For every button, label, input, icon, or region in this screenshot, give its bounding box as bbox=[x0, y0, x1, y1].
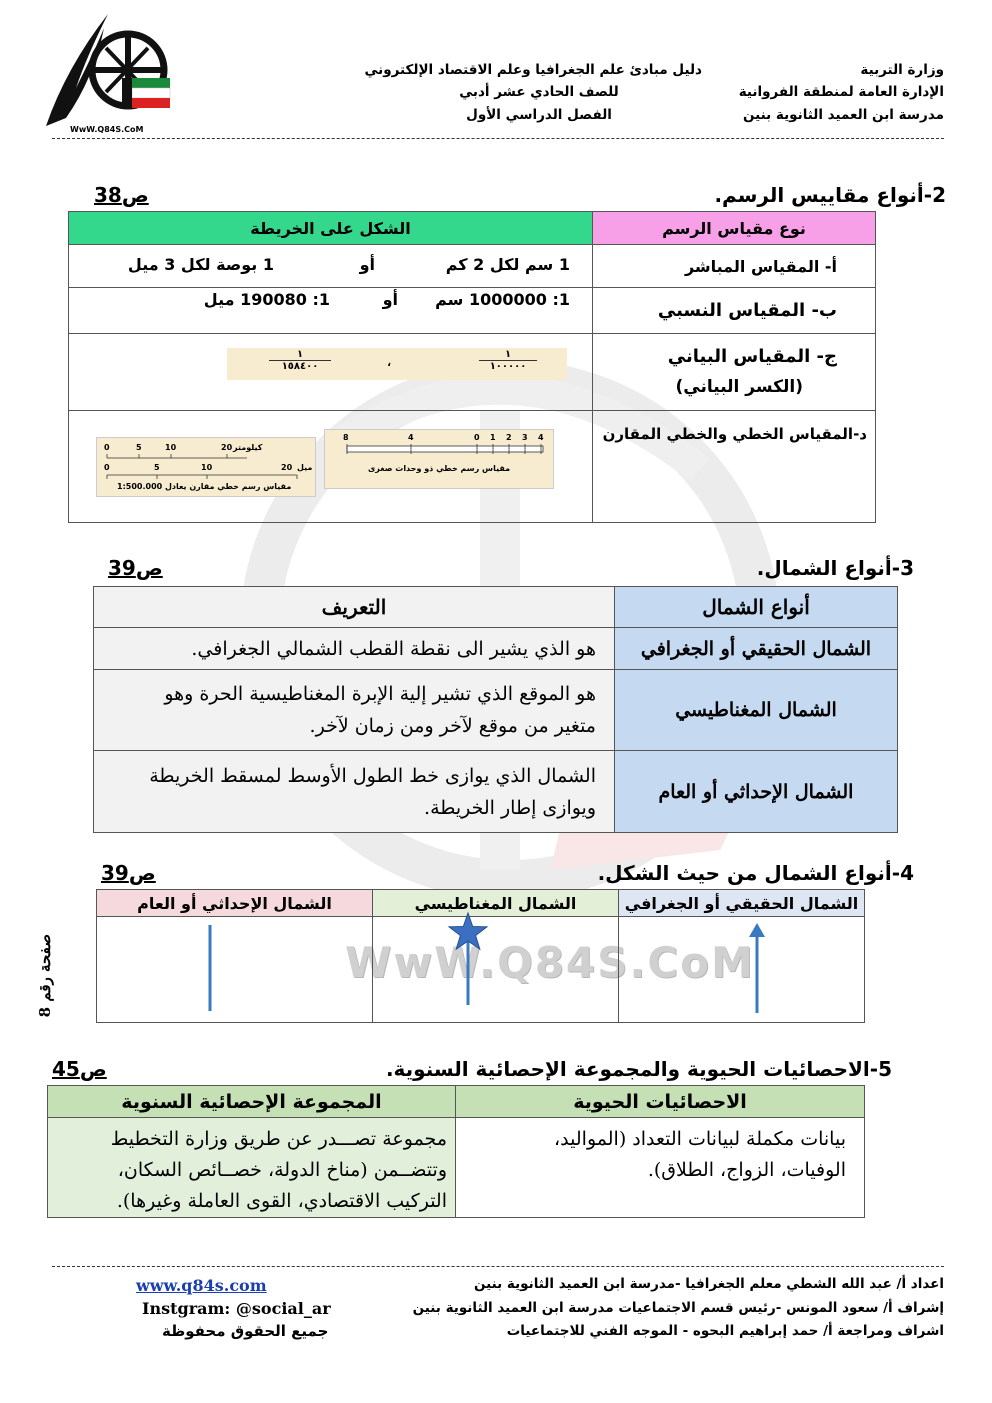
logo-caption: WwW.Q84S.CoM bbox=[70, 125, 144, 134]
scale-type-ratio-label: ب- المقياس النسبي bbox=[657, 300, 837, 321]
footer-rights: جميع الحقوق محفوظة bbox=[162, 1322, 329, 1340]
page-number: صفحة رقم 8 bbox=[36, 934, 54, 1018]
north-def-grid bbox=[94, 751, 615, 833]
scale-type-ratio bbox=[593, 288, 876, 334]
north-def-magnetic bbox=[94, 670, 615, 751]
direct-imperial: 1 بوصة لكل 3 ميل bbox=[127, 255, 274, 274]
ratio-metric: 1: 1000000 سم bbox=[435, 290, 570, 309]
north-types-table bbox=[93, 586, 898, 833]
scale-type-linear bbox=[593, 411, 876, 523]
scale-type-fraction bbox=[593, 334, 876, 411]
north-def-true bbox=[94, 628, 615, 670]
scale-shape-ratio bbox=[69, 288, 593, 334]
scale-type-direct bbox=[593, 245, 876, 288]
col-north-def-label: التعريف bbox=[321, 595, 387, 619]
linear-scale-caption: مقياس رسم خطي ذو وحدات صغرى bbox=[367, 464, 511, 473]
header-ministry: وزارة التربية bbox=[860, 62, 944, 78]
mile-tick: 20 bbox=[281, 463, 293, 472]
annual-line-3: التركيب الاقتصادي، القوى العاملة وغيرها). bbox=[116, 1190, 447, 1212]
comparative-scale-box bbox=[96, 437, 316, 497]
north-def-magnetic-line2: متغير من موقع لآخر ومن زمان لآخر. bbox=[309, 715, 596, 737]
col-north-type bbox=[615, 587, 898, 628]
north-type-true-label: الشمال الحقيقي أو الجغرافي bbox=[640, 637, 872, 660]
magnetic-north-cell bbox=[373, 917, 619, 1023]
section4-title: 4-أنواع الشمال من حيث الشكل. bbox=[597, 861, 914, 885]
linear-scale-box bbox=[324, 429, 554, 489]
scale-shape-fraction bbox=[69, 334, 593, 411]
km-tick: 10 bbox=[165, 443, 177, 452]
direct-or: أو bbox=[359, 255, 375, 274]
km-tick: 20 bbox=[221, 443, 233, 452]
ratio-imperial: 1: 190080 ميل bbox=[203, 290, 330, 309]
scale-type-linear-label: د-المقياس الخطي والخطي المقارن bbox=[602, 425, 867, 443]
scale-type-direct-label: أ- المقياس المباشر bbox=[684, 256, 837, 276]
fraction-separator: ، bbox=[387, 358, 391, 369]
north-def-grid-line2: ويوازى إطار الخريطة. bbox=[424, 796, 596, 819]
grid-north-cell bbox=[97, 917, 373, 1023]
scale-shape-direct bbox=[69, 245, 593, 288]
footer-supervised-by: إشراف أ/ سعود المونس -رئيس قسم الاجتماعيات مدرسة ابن العميد الثانوية بنين bbox=[412, 1300, 944, 1316]
footer-divider bbox=[52, 1266, 944, 1267]
col-scale-shape bbox=[69, 212, 593, 245]
header-school: مدرسة ابن العميد الثانوية بنين bbox=[742, 107, 944, 123]
col-north-type-label: أنواع الشمال bbox=[702, 595, 810, 619]
mile-label: ميل bbox=[297, 463, 313, 472]
header-district: الإدارة العامة لمنطقة الفروانية bbox=[738, 84, 944, 100]
scale-type-fraction-sub: (الكسر البياني) bbox=[675, 377, 803, 397]
annual-line-2: وتتضــمن (مناخ الدولة، خصــائص السكان، bbox=[117, 1159, 447, 1181]
north-type-grid-label: الشمال الإحداثي أو العام bbox=[658, 780, 854, 803]
fraction-1 bbox=[479, 349, 537, 372]
header-semester: الفصل الدراسي الأول bbox=[466, 107, 612, 123]
header-guide-title: دليل مبادئ علم الجغرافيا وعلم الاقتصاد الإلكتروني bbox=[364, 62, 702, 78]
mile-tick: 10 bbox=[201, 463, 213, 472]
scale-shape-linear bbox=[69, 411, 593, 523]
col-magnetic-north bbox=[373, 890, 619, 917]
north-def-magnetic-line1: هو الموقع الذي تشير إلية الإبرة المغناطيسية الحرة وهو bbox=[164, 683, 596, 705]
north-type-true bbox=[615, 628, 898, 670]
vital-line-1: بيانات مكملة لبيانات التعداد (المواليد، bbox=[554, 1128, 846, 1150]
col-scale-type-label: نوع مقياس الرسم bbox=[662, 218, 806, 238]
footer-prepared-by: اعداد أ/ عبد الله الشطي معلم الجغرافيا -مدرسة ابن العميد الثانوية بنين bbox=[473, 1276, 944, 1292]
col-true-north-label: الشمال الحقيقي أو الجغرافي bbox=[624, 893, 859, 913]
magnetic-north-star-icon bbox=[446, 911, 490, 1007]
fraction-box bbox=[227, 348, 567, 380]
ratio-or: أو bbox=[382, 290, 398, 309]
true-north-cell bbox=[619, 917, 865, 1023]
section2-page-ref: ص38 bbox=[94, 183, 149, 207]
fraction-1-den: ١٠٠٠٠٠ bbox=[489, 361, 527, 372]
footer-reviewed-by: اشراف ومراجعة أ/ حمد إبراهيم البحوه - الموجه الفني للاجتماعيات bbox=[506, 1323, 944, 1339]
comparative-scale-caption: مقياس رسم خطي مقارن يعادل 1:500.000 bbox=[117, 482, 292, 491]
km-tick: 0 bbox=[104, 443, 110, 452]
annual-stats-text bbox=[48, 1118, 456, 1218]
col-grid-north-label: الشمال الإحداثي أو العام bbox=[137, 893, 332, 913]
vital-line-2: الوفيات، الزواج، الطلاق). bbox=[647, 1159, 846, 1181]
col-vital-stats bbox=[456, 1086, 865, 1118]
fraction-2-num: ١ bbox=[269, 349, 331, 361]
km-label: كيلومتر bbox=[233, 443, 263, 452]
linear-tick: 8 bbox=[343, 433, 349, 442]
col-grid-north bbox=[97, 890, 373, 917]
annual-line-1: مجموعة تصـــدر عن طريق وزارة التخطيط bbox=[110, 1128, 447, 1150]
section5-page-ref: ص45 bbox=[52, 1057, 107, 1081]
fraction-2 bbox=[269, 349, 331, 372]
watermark-text: WwW.Q84S.CoM bbox=[345, 938, 755, 987]
linear-tick: 4 bbox=[538, 433, 544, 442]
col-annual-stats bbox=[48, 1086, 456, 1118]
col-scale-type bbox=[593, 212, 876, 245]
true-north-arrow-icon bbox=[742, 923, 772, 1015]
school-logo bbox=[36, 8, 176, 138]
fraction-1-num: ١ bbox=[479, 349, 537, 361]
linear-tick: 2 bbox=[506, 433, 512, 442]
section3-page-ref: ص39 bbox=[108, 556, 163, 580]
linear-scale-graphic bbox=[325, 430, 553, 488]
footer-website-link[interactable]: www.q84s.com bbox=[136, 1276, 267, 1295]
direct-metric: 1 سم لكل 2 كم bbox=[445, 255, 570, 274]
north-def-true-text: هو الذي يشير الى نقطة القطب الشمالي الجغرافي. bbox=[191, 637, 596, 660]
north-def-grid-line1: الشمال الذي يوازى خط الطول الأوسط لمسقط الخريطة bbox=[149, 764, 596, 787]
north-type-magnetic bbox=[615, 670, 898, 751]
km-tick: 5 bbox=[136, 443, 142, 452]
mile-tick: 0 bbox=[104, 463, 110, 472]
mile-tick: 5 bbox=[154, 463, 160, 472]
col-vital-stats-label: الاحصائيات الحيوية bbox=[573, 1090, 747, 1113]
globe-quill-icon bbox=[36, 8, 176, 138]
scale-types-table bbox=[68, 211, 876, 523]
section5-title: 5-الاحصائيات الحيوية والمجموعة الإحصائية السنوية. bbox=[385, 1057, 892, 1081]
col-scale-shape-label: الشكل على الخريطة bbox=[250, 218, 411, 238]
linear-tick: 4 bbox=[408, 433, 414, 442]
section4-page-ref: ص39 bbox=[101, 861, 156, 885]
linear-tick: 3 bbox=[522, 433, 528, 442]
north-shapes-table bbox=[96, 889, 865, 1023]
col-north-def bbox=[94, 587, 615, 628]
north-type-magnetic-label: الشمال المغناطيسي bbox=[675, 699, 837, 721]
linear-tick: 1 bbox=[490, 433, 496, 442]
statistics-table bbox=[47, 1085, 865, 1218]
north-type-grid bbox=[615, 751, 898, 833]
col-true-north bbox=[619, 890, 865, 917]
linear-tick: 0 bbox=[474, 433, 480, 442]
scale-type-fraction-label: ج- المقياس البياني bbox=[667, 346, 837, 367]
grid-north-line-icon bbox=[205, 925, 215, 1011]
vital-stats-text bbox=[456, 1118, 865, 1218]
header-divider bbox=[52, 138, 944, 139]
col-annual-stats-label: المجموعة الإحصائية السنوية bbox=[121, 1090, 382, 1113]
col-magnetic-north-label: الشمال المغناطيسي bbox=[414, 893, 577, 913]
footer-instagram: Instgram: @social_ar bbox=[142, 1299, 331, 1318]
section3-title: 3-أنواع الشمال. bbox=[756, 556, 914, 580]
header-grade: للصف الحادي عشر أدبي bbox=[459, 84, 619, 100]
section2-title: 2-أنواع مقاييس الرسم. bbox=[714, 183, 946, 207]
fraction-2-den: ١٥٨٤٠٠ bbox=[281, 361, 319, 372]
